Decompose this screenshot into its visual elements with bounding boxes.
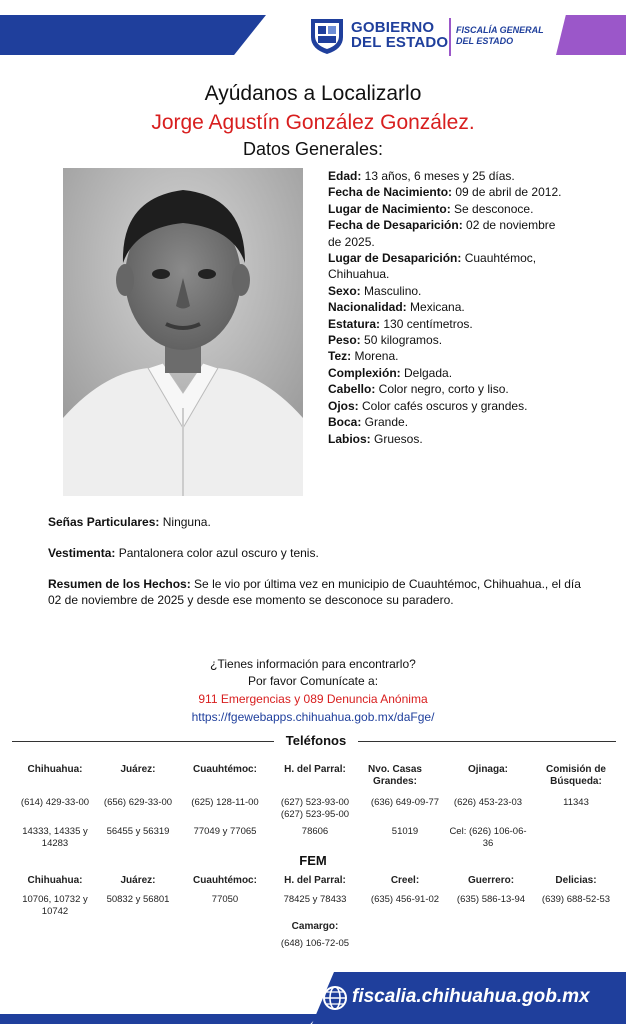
detail-complexion: Complexión: Delgada. xyxy=(328,365,453,380)
telefonos-rule-left xyxy=(12,741,274,742)
ext-juarez: 56455 y 56319 xyxy=(106,826,170,837)
detail-ojos: Ojos: Color cafés oscuros y grandes. xyxy=(328,398,528,413)
detail-lugar-nacimiento: Lugar de Nacimiento: Se desconoce. xyxy=(328,201,534,216)
tel-comision-main: 11343 xyxy=(563,797,589,808)
telefonos-table xyxy=(0,764,626,854)
fem-header-guerrero: Guerrero: xyxy=(467,875,515,886)
footer-website-link[interactable]: fiscalia.chihuahua.gob.mx xyxy=(352,986,590,1007)
fem-juarez: 50832 y 56801 xyxy=(106,894,170,905)
page-title: Ayúdanos a Localizarlo xyxy=(204,82,422,105)
fem-header-chihuahua: Chihuahua: xyxy=(27,875,83,886)
detail-tez: Tez: Morena. xyxy=(328,349,399,364)
tel-ojinaga-main: (626) 453-23-03 xyxy=(453,797,523,808)
detail-lugar-desaparicion: Lugar de Desaparición: Cuauhtémoc, Chihuahua. xyxy=(328,251,537,282)
header-purple-band xyxy=(556,15,626,55)
fem-cuauhtemoc: 77050 xyxy=(211,894,239,905)
detail-fecha-nacimiento: Fecha de Nacimiento: 09 de abril de 2012. xyxy=(328,185,562,200)
tel-parral-main: (627) 523-93-00 (627) 523-95-00 xyxy=(280,797,350,820)
globe-icon xyxy=(322,985,348,1011)
tel-header-parral: H. del Parral: xyxy=(284,764,346,775)
detail-peso: Peso: 50 kilogramos. xyxy=(328,333,443,348)
contact-please: Por favor Comunícate a: xyxy=(247,674,379,688)
tel-casas-grandes-main: (636) 649-09-77 xyxy=(370,797,440,808)
detail-cabello: Cabello: Color negro, corto y liso. xyxy=(328,382,509,397)
tel-header-cuauhtemoc: Cuauhtémoc: xyxy=(193,764,257,775)
telefonos-rule-right xyxy=(358,741,616,742)
missing-person-name: Jorge Agustín González González. xyxy=(151,111,475,134)
ext-cuauhtemoc: 77049 y 77065 xyxy=(193,826,257,837)
detail-nacionalidad: Nacionalidad: Mexicana. xyxy=(328,300,465,315)
tel-header-juarez: Juárez: xyxy=(120,764,156,775)
detail-boca: Boca: Grande. xyxy=(328,415,409,430)
gobierno-logo-text: GOBIERNO DEL ESTADO xyxy=(351,19,449,51)
fem-heading: FEM xyxy=(299,853,327,868)
fem-header-cuauhtemoc: Cuauhtémoc: xyxy=(193,875,257,886)
ext-parral: 78606 xyxy=(301,826,329,837)
ext-casas-grandes: 51019 xyxy=(391,826,419,837)
fem-header-camargo: Camargo: xyxy=(291,921,339,932)
fem-delicias: (639) 688-52-53 xyxy=(541,894,611,905)
detail-edad: Edad: 13 años, 6 meses y 25 días. xyxy=(328,169,515,183)
general-data-list xyxy=(328,168,568,447)
fem-chihuahua: 10706, 10732 y 10742 xyxy=(22,894,88,917)
detail-fecha-desaparicion: Fecha de Desaparición: 02 de noviembre de 2025. xyxy=(328,218,556,249)
fem-guerrero: (635) 586-13-94 xyxy=(456,894,526,905)
contact-question: ¿Tienes información para encontrarlo? xyxy=(210,657,416,671)
detail-estatura: Estatura: 130 centímetros. xyxy=(328,316,473,331)
section-subtitle: Datos Generales: xyxy=(242,139,384,159)
contact-url-link[interactable]: https://fgewebapps.chihuahua.gob.mx/daFge/ xyxy=(191,710,435,724)
emergency-numbers: 911 Emergencias y 089 Denuncia Anónima xyxy=(198,692,428,706)
fem-table xyxy=(0,875,626,955)
senas-particulares: Señas Particulares: Ninguna. xyxy=(48,515,211,529)
fem-parral: 78425 y 78433 xyxy=(283,894,347,905)
tel-header-chihuahua: Chihuahua: xyxy=(27,764,83,775)
fem-header-creel: Creel: xyxy=(390,875,420,886)
footer-blue-strip xyxy=(0,1014,320,1024)
header-blue-band xyxy=(0,15,266,55)
telefonos-heading: Teléfonos xyxy=(285,733,347,748)
ext-chihuahua: 14333, 14335 y 14283 xyxy=(22,826,88,849)
ext-ojinaga-cel: Cel: (626) 106-06-36 xyxy=(449,826,527,849)
fem-header-juarez: Juárez: xyxy=(120,875,156,886)
state-shield-icon xyxy=(309,15,345,55)
detail-sexo: Sexo: Masculino. xyxy=(328,283,422,298)
tel-header-ojinaga: Ojinaga: xyxy=(467,764,508,775)
fiscalia-logo-text: FISCALÍA GENERAL DEL ESTADO xyxy=(456,25,544,46)
resumen-hechos: Resumen de los Hechos: Se le vio por última vez en municipio de Cuauhtémoc, Chihuahua., el día 02 de noviembre de 2025 y desde ese momento se desconoce su paradero. xyxy=(48,577,581,607)
tel-juarez-main: (656) 629-33-00 xyxy=(103,797,173,808)
tel-header-casas-grandes: Nvo. Casas Grandes: xyxy=(368,764,422,787)
header-divider xyxy=(449,18,451,56)
tel-header-comision: Comisión de Búsqueda: xyxy=(545,764,606,787)
missing-person-photo xyxy=(63,168,303,496)
tel-chihuahua-main: (614) 429-33-00 xyxy=(20,797,90,808)
fem-header-delicias: Delicias: xyxy=(555,875,597,886)
detail-labios: Labios: Gruesos. xyxy=(328,431,423,446)
fem-camargo: (648) 106-72-05 xyxy=(280,938,350,949)
vestimenta: Vestimenta: Pantalonera color azul oscuro y tenis. xyxy=(48,546,319,560)
tel-cuauhtemoc-main: (625) 128-11-00 xyxy=(191,797,259,808)
fem-header-parral: H. del Parral: xyxy=(284,875,346,886)
fem-creel: (635) 456-91-02 xyxy=(370,894,440,905)
